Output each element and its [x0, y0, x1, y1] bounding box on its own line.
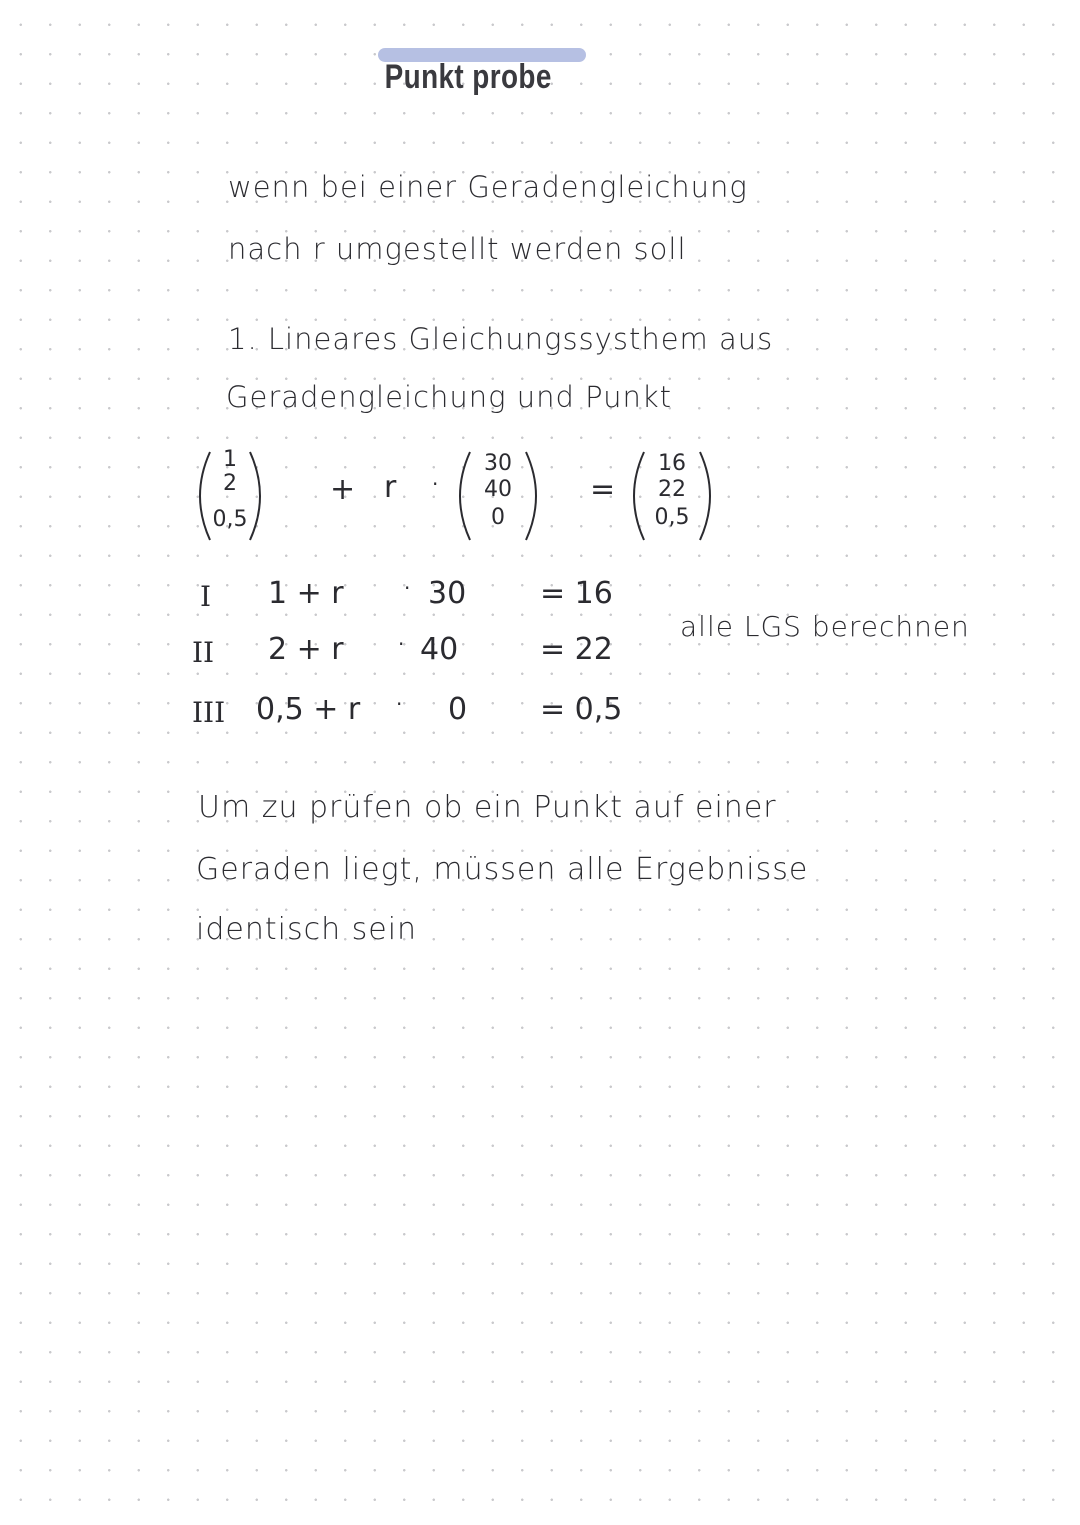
step-line-2: Geradengleichung und Punkt — [226, 380, 672, 414]
row-dot-1: · — [404, 576, 411, 600]
equals-sign: = — [590, 472, 616, 507]
row-rhs-2: = 22 — [540, 632, 613, 667]
page-title: Punkt probe — [384, 58, 552, 96]
row-dot-3: · — [396, 692, 403, 716]
plus-sign: + — [330, 472, 356, 507]
direction-vector-x: 30 — [484, 451, 512, 476]
conclusion-line-1: Um zu prüfen ob ein Punkt auf einer — [198, 790, 777, 825]
intro-line-2: nach r umgestellt werden soll — [228, 232, 687, 266]
parameter-r: r — [384, 470, 397, 505]
conclusion-line-3: identisch sein — [196, 912, 418, 947]
row-label-3: III — [192, 696, 226, 729]
row-lhs-3: 0,5 + r — [256, 692, 361, 727]
direction-vector-z: 0 — [491, 505, 505, 530]
point-vector-y: 22 — [658, 477, 686, 502]
point-vector-z: 0,5 — [654, 505, 690, 530]
support-vector-y: 2 — [223, 471, 237, 496]
row-factor-1: 30 — [428, 576, 467, 611]
row-lhs-1: 1 + r — [268, 576, 344, 611]
row-label-2: II — [192, 636, 215, 669]
system-note: alle LGS berechnen — [680, 610, 970, 643]
step-line-1: 1. Lineares Gleichungssysthem aus — [228, 322, 774, 356]
intro-line-1: wenn bei einer Geradengleichung — [228, 170, 748, 204]
row-factor-3: 0 — [448, 692, 468, 727]
row-rhs-3: = 0,5 — [540, 692, 623, 727]
direction-vector-y: 40 — [484, 477, 512, 502]
row-rhs-1: = 16 — [540, 576, 613, 611]
row-lhs-2: 2 + r — [268, 632, 344, 667]
point-vector-x: 16 — [658, 451, 686, 476]
support-vector-z: 0,5 — [212, 507, 248, 532]
conclusion-line-2: Geraden liegt, müssen alle Ergebnisse — [196, 852, 809, 887]
row-label-1: I — [200, 580, 212, 613]
support-vector-x: 1 — [223, 447, 237, 472]
multiply-dot: · — [432, 472, 439, 496]
row-dot-2: · — [398, 632, 405, 656]
row-factor-2: 40 — [420, 632, 459, 667]
